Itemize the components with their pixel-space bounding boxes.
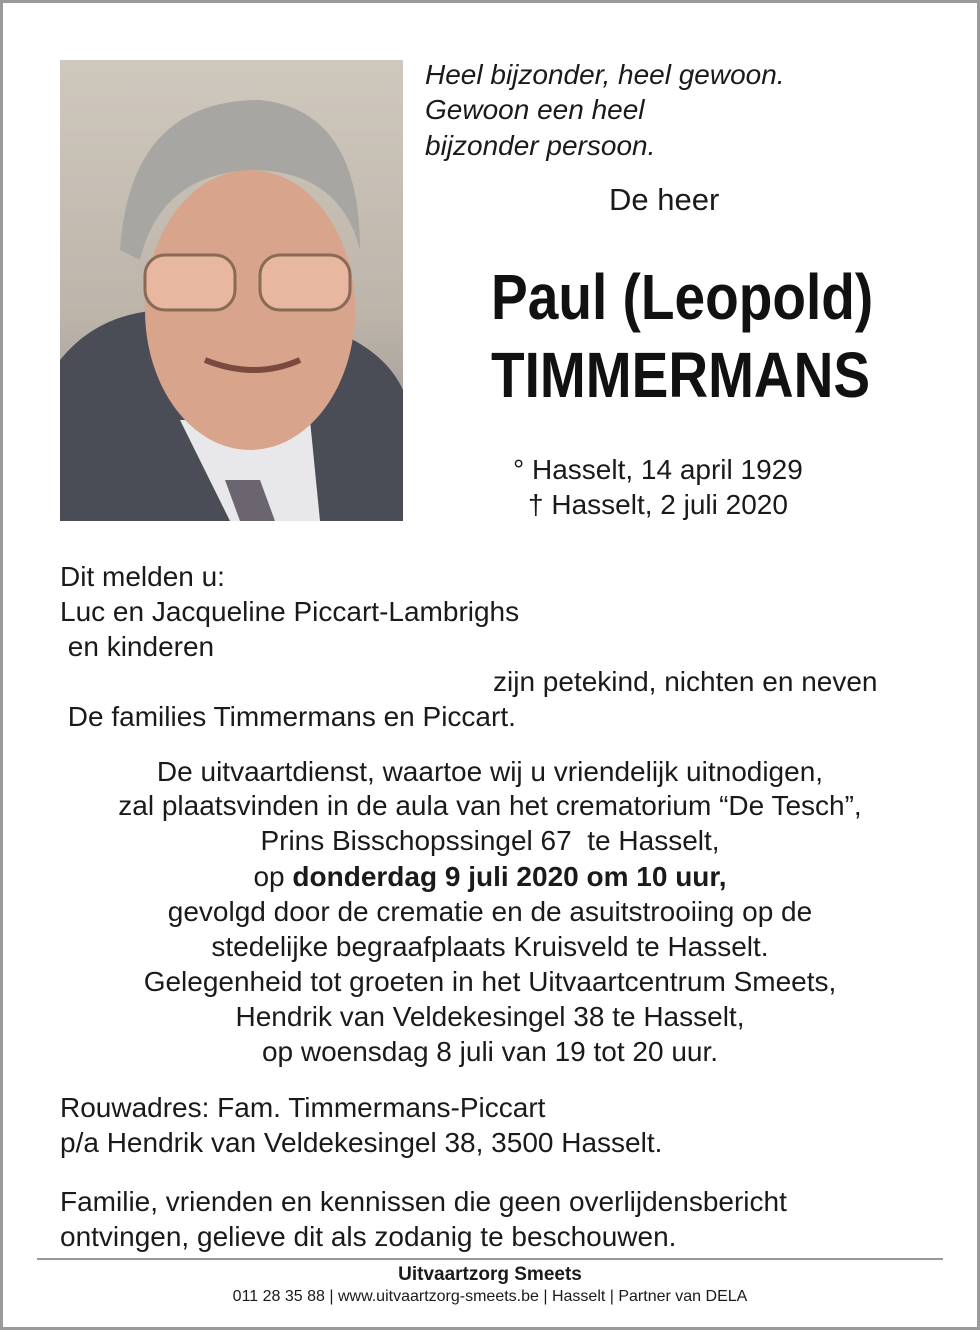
announcer-line: zijn petekind, nichten en neven <box>493 666 878 697</box>
portrait-photo <box>60 60 403 521</box>
service-line: Prins Bisschopssingel 67 te Hasselt, <box>260 825 720 856</box>
announcer-line: Luc en Jacqueline Piccart-Lambrighs <box>60 596 520 627</box>
service-line: gevolgd door de crematie en de asuitstrooiing op de <box>167 896 813 927</box>
announcer-line: en kinderen <box>60 631 215 662</box>
announcer-line: De families Timmermans en Piccart. <box>60 701 516 732</box>
death-info: † Hasselt, 2 juli 2020 <box>528 489 788 520</box>
service-date-prefix: op <box>253 861 293 892</box>
service-line: zal plaatsvinden in de aula van het crematorium “De Tesch”, <box>118 790 862 821</box>
deceased-first-name: Paul (Leopold) <box>491 261 874 333</box>
footer-company: Uitvaartzorg Smeets <box>398 1264 582 1285</box>
service-date-line <box>3 860 977 894</box>
closing-line: Familie, vrienden en kennissen die geen overlijdensbericht <box>60 1186 787 1217</box>
address-line: Rouwadres: Fam. Timmermans-Piccart <box>60 1092 546 1123</box>
service-line: op woensdag 8 juli van 19 tot 20 uur. <box>261 1036 719 1067</box>
address-line: p/a Hendrik van Veldekesingel 38, 3500 Hasselt. <box>60 1127 663 1158</box>
birth-info: ° Hasselt, 14 april 1929 <box>513 454 803 485</box>
service-date: donderdag 9 juli 2020 om 10 uur, <box>292 861 727 892</box>
deceased-surname: TIMMERMANS <box>491 339 871 411</box>
salutation: De heer <box>609 182 720 217</box>
footer-divider <box>37 1258 943 1260</box>
announcer-line: Dit melden u: <box>60 561 225 592</box>
quote-line: bijzonder persoon. <box>425 130 656 161</box>
quote-line: Heel bijzonder, heel gewoon. <box>425 59 785 90</box>
service-line: De uitvaartdienst, waartoe wij u vriendelijk uitnodigen, <box>156 756 824 787</box>
quote-line: Gewoon een heel <box>425 94 645 125</box>
service-line: stedelijke begraafplaats Kruisveld te Hasselt. <box>211 931 769 962</box>
service-line: Gelegenheid tot groeten in het Uitvaartcentrum Smeets, <box>143 966 837 997</box>
closing-line: ontvingen, gelieve dit als zodanig te beschouwen. <box>60 1221 677 1252</box>
service-line: Hendrik van Veldekesingel 38 te Hasselt, <box>235 1001 745 1032</box>
footer-details: 011 28 35 88 | www.uitvaartzorg-smeets.be | Hasselt | Partner van DELA <box>232 1288 748 1305</box>
